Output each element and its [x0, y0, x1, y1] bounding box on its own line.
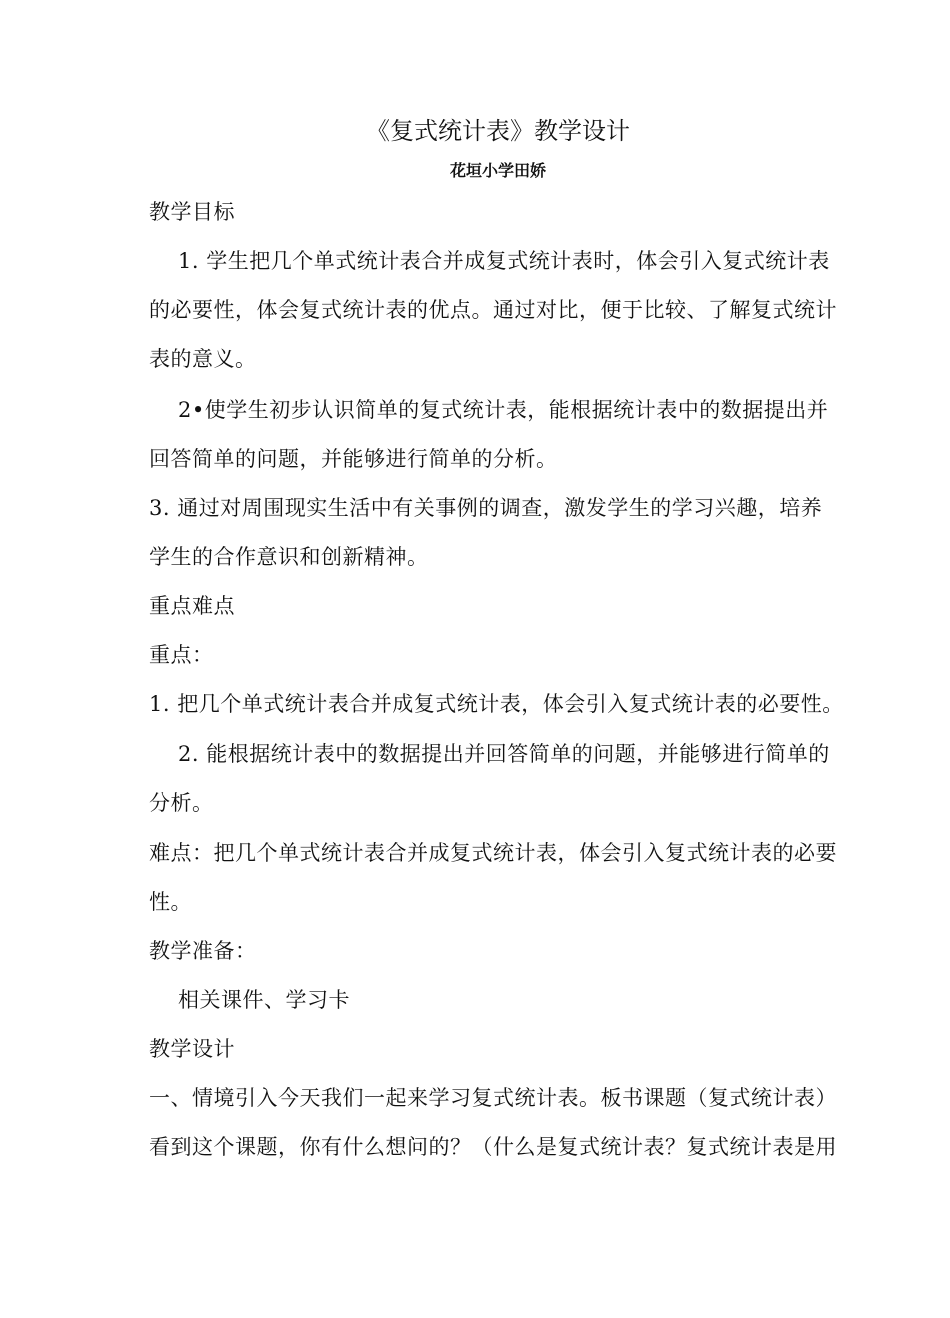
difficult-point-line-1: 难点：把几个单式统计表合并成复式统计表，体会引入复式统计表的必要: [149, 841, 837, 865]
goal-3-line-1: 3. 通过对周围现实生活中有关事例的调查，激发学生的学习兴趣，培养: [149, 496, 823, 520]
key-point-1: 1. 把几个单式统计表合并成复式统计表，体会引入复式统计表的必要性。: [149, 692, 844, 716]
document-author: 花垣小学田娇: [449, 161, 546, 180]
document-title: 《复式统计表》教学设计: [366, 117, 630, 145]
goal-2-line-2: 回答简单的问题，并能够进行简单的分析。: [149, 447, 558, 471]
design-section-1-line-2: 看到这个课题，你有什么想问的？（什么是复式统计表？复式统计表是用: [149, 1135, 837, 1159]
heading-teaching-goals: 教学目标: [149, 200, 235, 224]
key-point-2-line-2: 分析。: [149, 791, 214, 815]
difficult-point-line-2: 性。: [149, 890, 192, 914]
goal-1-line-3: 表的意义。: [149, 347, 257, 371]
design-section-1-line-1: 一、情境引入今天我们一起来学习复式统计表。板书课题（复式统计表）: [149, 1086, 837, 1110]
key-point-2-line-1: 2. 能根据统计表中的数据提出并回答简单的问题，并能够进行简单的: [178, 742, 830, 766]
heading-key-difficult-points: 重点难点: [149, 594, 235, 618]
goal-1-line-2: 的必要性，体会复式统计表的优点。通过对比，便于比较、了解复式统计: [149, 298, 837, 322]
heading-teaching-preparation: 教学准备：: [149, 939, 257, 963]
heading-key-points: 重点：: [149, 643, 214, 667]
goal-1-line-1: 1. 学生把几个单式统计表合并成复式统计表时，体会引入复式统计表: [178, 249, 830, 273]
preparation-items: 相关课件、学习卡: [178, 988, 350, 1012]
goal-3-line-2: 学生的合作意识和创新精神。: [149, 545, 429, 569]
heading-teaching-design: 教学设计: [149, 1037, 235, 1061]
goal-2-line-1: 2•使学生初步认识简单的复式统计表，能根据统计表中的数据提出并: [178, 398, 829, 422]
